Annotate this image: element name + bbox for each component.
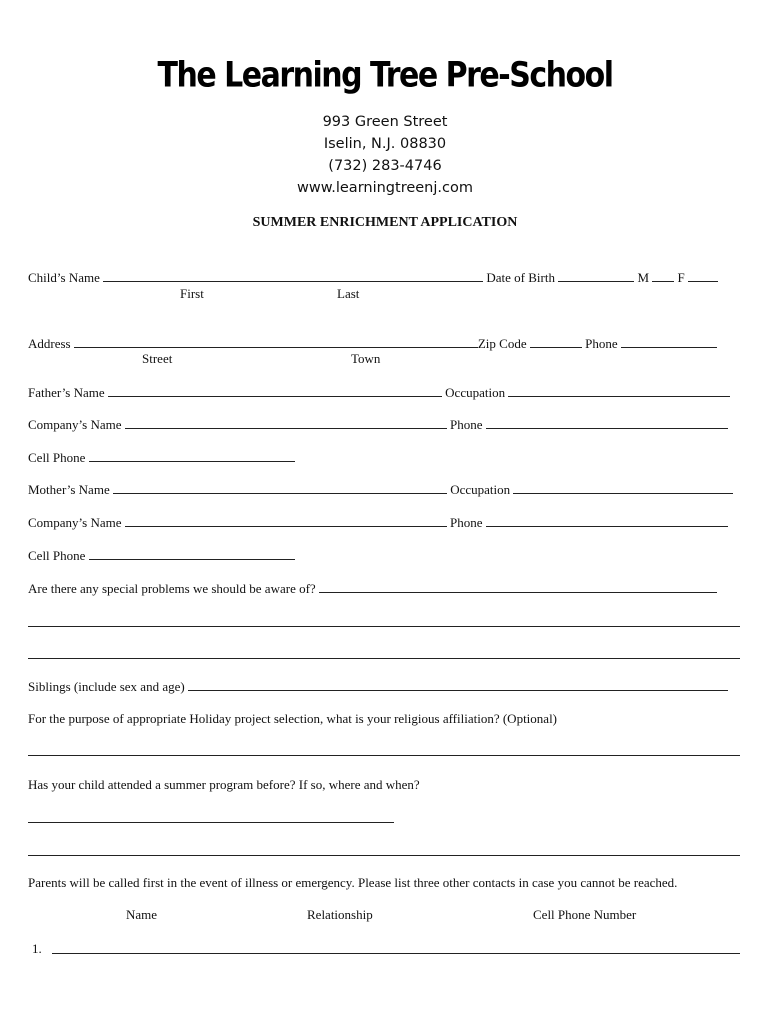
mother-company-label: Company’s Name bbox=[28, 515, 122, 530]
form-title: SUMMER ENRICHMENT APPLICATION bbox=[252, 215, 518, 230]
mother-company-row bbox=[28, 515, 744, 531]
father-company-row bbox=[28, 417, 744, 433]
address-row bbox=[28, 336, 744, 352]
mother-name-input[interactable] bbox=[113, 482, 447, 494]
emergency-instructions: Parents will be called first in the event of illness or emergency. Please list three other contacts in case you cannot be reached. bbox=[28, 875, 678, 890]
summer-program-line-2[interactable] bbox=[28, 855, 740, 856]
special-problems-line-2[interactable] bbox=[28, 626, 740, 627]
father-name-input[interactable] bbox=[108, 385, 442, 397]
contact-1-input[interactable] bbox=[52, 953, 740, 954]
school-phone: (732) 283-4746 bbox=[328, 158, 442, 174]
father-work-phone-input[interactable] bbox=[486, 417, 728, 429]
school-logo: The Learning Tree Pre-School bbox=[157, 55, 613, 96]
last-name-hint: Last bbox=[337, 286, 360, 301]
mother-work-phone-label: Phone bbox=[450, 515, 483, 530]
mother-row bbox=[28, 482, 744, 498]
father-name-label: Father’s Name bbox=[28, 385, 105, 400]
street-hint: Street bbox=[142, 351, 173, 366]
special-problems-question: Are there any special problems we should be aware of? bbox=[28, 581, 316, 596]
siblings-input[interactable] bbox=[188, 679, 728, 691]
father-work-phone-label: Phone bbox=[450, 417, 483, 432]
mother-name-label: Mother’s Name bbox=[28, 482, 110, 497]
zip-input[interactable] bbox=[530, 336, 582, 348]
summer-program-row bbox=[28, 777, 744, 793]
special-problems-input[interactable] bbox=[319, 581, 717, 593]
school-street: 993 Green Street bbox=[322, 114, 448, 130]
special-problems-line-3[interactable] bbox=[28, 658, 740, 659]
father-company-label: Company’s Name bbox=[28, 417, 122, 432]
summer-program-input[interactable] bbox=[28, 822, 394, 823]
home-phone-label: Phone bbox=[585, 336, 618, 351]
zip-label: Zip Code bbox=[477, 336, 527, 351]
town-hint: Town bbox=[351, 351, 381, 366]
mother-occupation-input[interactable] bbox=[513, 482, 733, 494]
mother-work-phone-input[interactable] bbox=[486, 515, 728, 527]
special-problems-row bbox=[28, 581, 744, 597]
address-input[interactable] bbox=[74, 336, 478, 348]
emergency-row bbox=[28, 875, 744, 891]
mother-cell-label: Cell Phone bbox=[28, 548, 86, 563]
religious-question: For the purpose of appropriate Holiday project selection, what is your religious affiliation? (Optional) bbox=[28, 711, 558, 726]
contact-row-number: 1. bbox=[32, 941, 42, 956]
mother-cell-row bbox=[28, 548, 744, 564]
father-cell-row bbox=[28, 450, 744, 466]
siblings-row bbox=[28, 679, 744, 695]
child-name-input[interactable] bbox=[103, 270, 483, 282]
home-phone-input[interactable] bbox=[621, 336, 717, 348]
contacts-column-name: Name bbox=[126, 907, 158, 922]
school-city: Iselin, N.J. 08830 bbox=[323, 136, 447, 152]
father-occupation-input[interactable] bbox=[508, 385, 730, 397]
religious-row bbox=[28, 711, 744, 727]
male-input[interactable] bbox=[652, 270, 674, 282]
father-company-input[interactable] bbox=[125, 417, 447, 429]
mother-occupation-label: Occupation bbox=[450, 482, 511, 497]
mother-cell-input[interactable] bbox=[89, 548, 295, 560]
male-label: M bbox=[637, 270, 650, 285]
religious-input[interactable] bbox=[28, 755, 740, 756]
child-name-row bbox=[28, 270, 744, 286]
dob-label: Date of Birth bbox=[486, 270, 555, 285]
father-cell-input[interactable] bbox=[89, 450, 295, 462]
contacts-column-relationship: Relationship bbox=[307, 907, 373, 922]
school-website: www.learningtreenj.com bbox=[297, 180, 473, 196]
address-label: Address bbox=[28, 336, 71, 351]
father-occupation-label: Occupation bbox=[445, 385, 506, 400]
mother-company-input[interactable] bbox=[125, 515, 447, 527]
female-input[interactable] bbox=[688, 270, 718, 282]
summer-program-question: Has your child attended a summer program before? If so, where and when? bbox=[28, 777, 420, 792]
father-row bbox=[28, 385, 744, 401]
siblings-question: Siblings (include sex and age) bbox=[28, 679, 185, 694]
contacts-column-cell-phone: Cell Phone Number bbox=[533, 907, 637, 922]
father-cell-label: Cell Phone bbox=[28, 450, 86, 465]
child-name-label: Child’s Name bbox=[28, 270, 100, 285]
female-label: F bbox=[677, 270, 685, 285]
first-name-hint: First bbox=[180, 286, 204, 301]
dob-input[interactable] bbox=[558, 270, 634, 282]
